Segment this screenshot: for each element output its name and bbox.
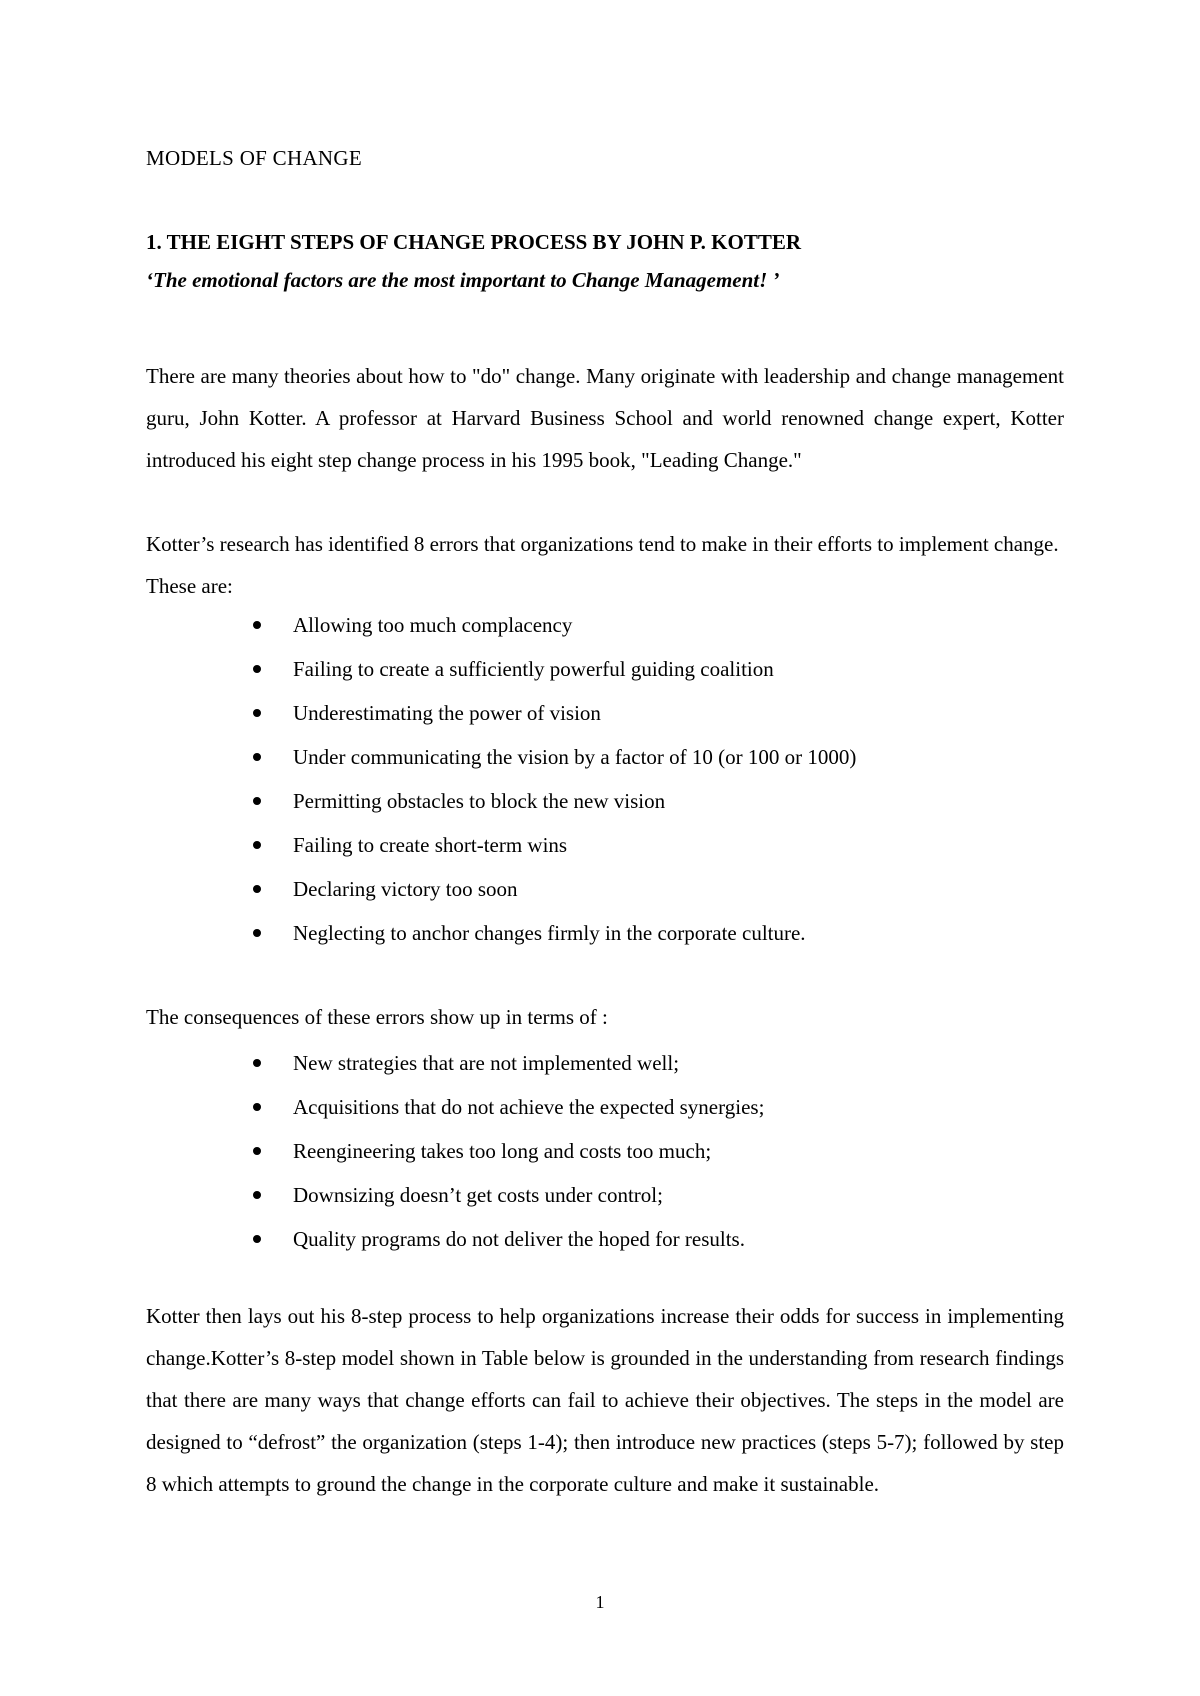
consequences-list: [248, 1041, 764, 1261]
errors-list: [248, 603, 856, 955]
list-item: [248, 1129, 764, 1173]
intro-paragraph: There are many theories about how to "do" change. Many originate with leadership and change management guru, John Kotter. A professor at Harvard Business School and world renowned change expert, Kotter introduced his eight step change process in his 1995 book, "Leading Change.": [146, 364, 1064, 472]
bullet-icon: [253, 841, 261, 849]
closing-paragraph: Kotter then lays out his 8-step process to help organizations increase their odds for success in implementing change.Kotter’s 8-step model shown in Table below is grounded in the understanding from research findings that there are many ways that change efforts can fail to achieve their objectives. The steps in the model are designed to “defrost” the organization (steps 1-4); then introduce new practices (steps 5-7); followed by step 8 which attempts to ground the change in the corporate culture and make it sustainable.: [146, 1304, 1064, 1496]
list-item: [248, 779, 856, 823]
list-item: [248, 867, 856, 911]
list-item: [248, 911, 856, 955]
list-item-text: Failing to create a sufficiently powerful guiding coalition: [293, 657, 774, 681]
list-item: [248, 603, 856, 647]
bullet-icon: [253, 885, 261, 893]
list-item: [248, 691, 856, 735]
bullet-icon: [253, 1191, 261, 1199]
bullet-icon: [253, 1103, 261, 1111]
list-item-text: Declaring victory too soon: [293, 877, 518, 901]
consequences-intro-paragraph: The consequences of these errors show up in terms of :: [146, 1005, 608, 1029]
document-title: MODELS OF CHANGE: [146, 146, 362, 170]
list-item: [248, 823, 856, 867]
bullet-icon: [253, 1235, 261, 1243]
list-item: [248, 735, 856, 779]
quote: ‘The emotional factors are the most important to Change Management! ’: [146, 268, 780, 292]
list-item: [248, 1173, 764, 1217]
list-item-text: Under communicating the vision by a factor of 10 (or 100 or 1000): [293, 745, 857, 769]
bullet-icon: [253, 1059, 261, 1067]
bullet-icon: [253, 709, 261, 717]
section-heading: 1. THE EIGHT STEPS OF CHANGE PROCESS BY JOHN P. KOTTER: [146, 230, 802, 254]
list-item-text: Acquisitions that do not achieve the expected synergies;: [293, 1095, 765, 1119]
bullet-icon: [253, 621, 261, 629]
list-item-text: Downsizing doesn’t get costs under control;: [293, 1183, 663, 1207]
bullet-icon: [253, 665, 261, 673]
errors-intro-paragraph: Kotter’s research has identified 8 errors that organizations tend to make in their efforts to implement change. These are:: [146, 532, 1059, 598]
list-item-text: Underestimating the power of vision: [293, 701, 601, 725]
list-item-text: Neglecting to anchor changes firmly in the corporate culture.: [293, 921, 806, 945]
bullet-icon: [253, 1147, 261, 1155]
list-item-text: New strategies that are not implemented well;: [293, 1051, 680, 1075]
list-item-text: Failing to create short-term wins: [293, 833, 568, 857]
list-item-text: Allowing too much complacency: [293, 613, 573, 637]
list-item: [248, 1217, 764, 1261]
bullet-icon: [253, 929, 261, 937]
list-item: [248, 647, 856, 691]
bullet-icon: [253, 753, 261, 761]
list-item-text: Reengineering takes too long and costs too much;: [293, 1139, 712, 1163]
page-number: 1: [595, 1592, 605, 1612]
list-item: [248, 1085, 764, 1129]
list-item-text: Permitting obstacles to block the new vision: [293, 789, 666, 813]
list-item: [248, 1041, 764, 1085]
list-item-text: Quality programs do not deliver the hoped for results.: [293, 1227, 745, 1251]
bullet-icon: [253, 797, 261, 805]
